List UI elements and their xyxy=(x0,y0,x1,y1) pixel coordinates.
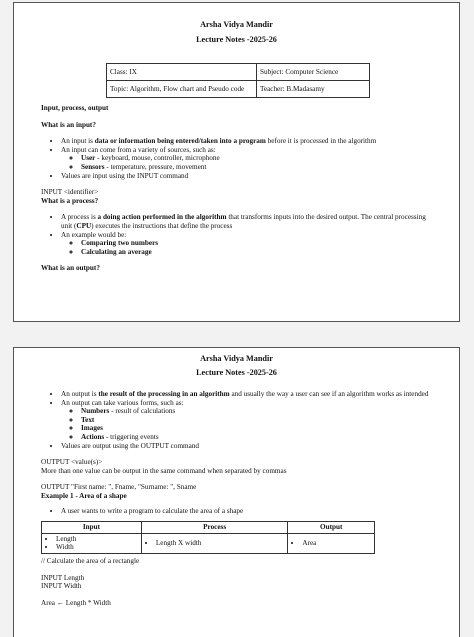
list-item: ◦ User - keyboard, mouse, controller, microphone xyxy=(81,154,435,163)
ipo-input-cell xyxy=(42,533,142,553)
input-bullet-list xyxy=(41,137,435,180)
process-bullet-list xyxy=(41,213,435,256)
list-item: • Length xyxy=(56,535,139,544)
section-heading: Input, process, output xyxy=(41,104,109,112)
document-page-1 xyxy=(13,2,460,322)
list-item: • A user wants to write a program to calculate the area of a shape xyxy=(61,507,435,516)
code-assignment: Area ← Length * Width xyxy=(41,598,111,607)
list-item: • Values are output using the OUTPUT command xyxy=(61,442,435,451)
school-name: Arsha Vidya Mandir xyxy=(200,354,273,363)
output-forms-list xyxy=(61,407,435,441)
example-bullet-list xyxy=(41,507,435,516)
code-line: INPUT Length xyxy=(41,573,85,582)
list-item: ◦ Numbers - result of calculations xyxy=(81,407,435,416)
list-item: • A process is a doing action performed in the algorithm that transforms inputs into the desired output. The central processing unit (CPU) executes the instructions that define the process xyxy=(61,213,435,230)
list-item: ◦ Comparing two numbers xyxy=(81,239,435,248)
output-bullet-list xyxy=(41,390,435,450)
ipo-header-output: Output xyxy=(288,522,375,534)
input-syntax: INPUT <identifier> xyxy=(41,188,99,197)
list-item: • Area xyxy=(302,539,372,548)
list-item: • An output can take various forms, such as: ◦ Numbers - result of calculations ◦ Text ◦ Images ◦ Actions - triggering events xyxy=(61,399,435,442)
teacher-cell: Teacher: B.Madasamy xyxy=(257,81,370,98)
list-item: ◦ Sensors - temperature, pressure, movement xyxy=(81,163,435,172)
code-line: INPUT Width xyxy=(41,582,82,591)
question-input: What is an input? xyxy=(41,120,96,129)
list-item: ◦ Text xyxy=(81,416,435,425)
assign-arrow: ← xyxy=(56,598,64,607)
class-info-table xyxy=(106,63,370,98)
code-comment: // Calculate the area of a rectangle xyxy=(41,556,140,565)
list-item: ◦ Images xyxy=(81,424,435,433)
page1-body xyxy=(41,104,435,273)
list-item: • Width xyxy=(56,543,139,552)
output-note: More than one value can be output in the same command when separated by commas xyxy=(41,466,287,475)
output-syntax: OUTPUT <value(s)> xyxy=(41,458,103,467)
example-heading: Example 1 - Area of a shape xyxy=(41,491,127,500)
list-item: • An input is data or information being entered/taken into a program before it is processed in the algorithm xyxy=(61,137,435,146)
school-name: Arsha Vidya Mandir xyxy=(200,20,273,29)
ipo-header-process: Process xyxy=(141,522,288,534)
list-item: • Values are input using the INPUT command xyxy=(61,172,435,181)
ipo-header-input: Input xyxy=(42,522,142,534)
list-item: • An output is the result of the processing in an algorithm and usually the way a user can see if an algorithm works as intended xyxy=(61,390,435,399)
ipo-table xyxy=(41,521,375,554)
question-process: What is a process? xyxy=(41,196,99,205)
subject-cell: Subject: Computer Science xyxy=(257,64,370,81)
list-item: • An input can come from a variety of sources, such as: ◦ User - keyboard, mouse, controller, microphone ◦ Sensors - temperature, pressure, movement xyxy=(61,146,435,172)
class-cell: Class: IX xyxy=(107,64,257,81)
lecture-title: Lecture Notes -2025-26 xyxy=(196,35,277,44)
topic-cell: Topic: Algorithm, Flow chart and Pseudo code xyxy=(107,81,257,98)
list-item: • Length X width xyxy=(156,539,286,548)
page2-body xyxy=(41,390,435,607)
list-item: • An example would be: ◦ Comparing two numbers ◦ Calculating an average xyxy=(61,231,435,257)
ipo-output-cell xyxy=(288,533,375,553)
output-example: OUTPUT "First name: ", Fname, "Surname: ", Sname xyxy=(41,483,197,492)
process-examples-list xyxy=(61,239,435,256)
lecture-title: Lecture Notes -2025-26 xyxy=(196,368,277,377)
list-item: ◦ Actions - triggering events xyxy=(81,433,435,442)
list-item: ◦ Calculating an average xyxy=(81,248,435,257)
question-output: What is an output? xyxy=(41,264,100,273)
ipo-process-cell xyxy=(141,533,288,553)
input-sources-list xyxy=(61,154,435,171)
document-page-2 xyxy=(13,347,460,637)
